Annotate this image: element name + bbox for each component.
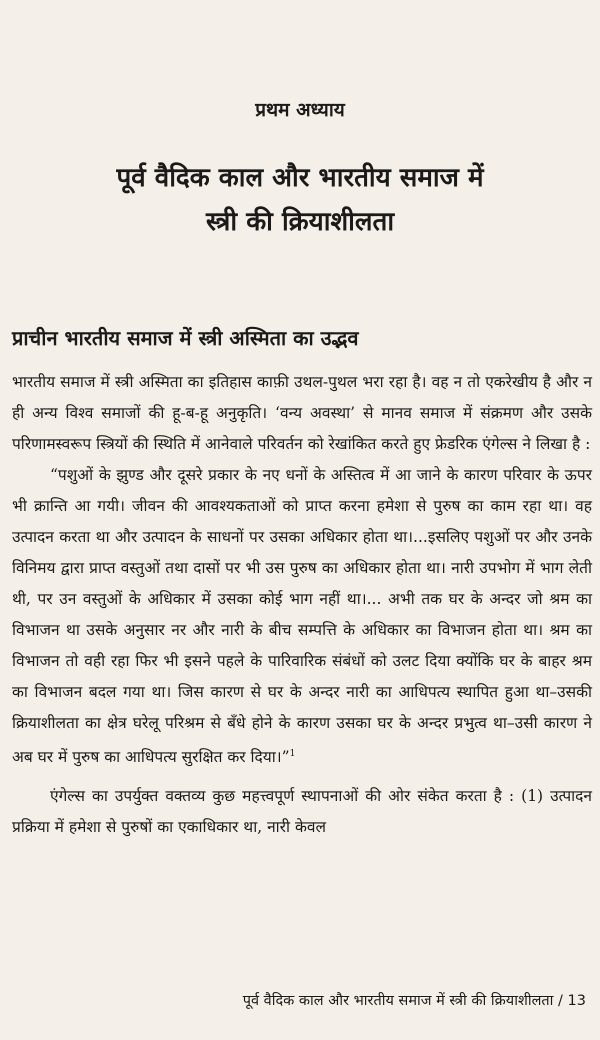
running-footer: पूर्व वैदिक काल और भारतीय समाज में स्त्री की क्रियाशीलता / 13 [242,993,586,1009]
footnote-marker: 1 [289,749,296,759]
section-heading: प्राचीन भारतीय समाज में स्त्री अस्मिता का उद्भव [12,326,359,350]
chapter-title [0,156,600,244]
quote-paragraph [12,460,592,773]
quote-text: “पशुओं के झुण्ड और दूसरे प्रकार के नए धनों के अस्तित्व में आ जाने के कारण परिवार के ऊपर भी क्रान्ति आ गयी। जीवन की आवश्यकताओं को प्राप्त करना हमेशा से पुरुष का काम रहा था। वह उत्पादन करता था और उत्पादन के साधनों पर उसका अधिकार होता था।...इसलिए पशुओं पर और उनके विनिमय द्वारा प्राप्त वस्तुओं तथा दासों पर भी उस पुरुष का अधिकार होता था। नारी उपभोग में भाग लेती थी, पर उन वस्तुओं के अधिकार में उसका कोई भाग नहीं था।... अभी तक घर के अन्दर जो श्रम का विभाजन था उसके अनुसार नर और नारी के बीच सम्पत्ति के अधिकार का विभाजन होता था। श्रम का विभाजन तो वही रहा फिर भी इसने पहले के पारिवारिक संबंधों को उलट दिया क्योंकि घर के बाहर श्रम का विभाजन बदल गया था। जिस कारण से घर के अन्दर नारी का आधिपत्य स्थापित हुआ था–उसकी क्रियाशीलता का क्षेत्र घरेलू परिश्रम से बँधे होने के कारण उसका घर के अन्दर प्रभुत्व था–उसी कारण ने अब घर में पुरुष का आधिपत्य सुरक्षित कर दिया।” [12,466,592,767]
intro-paragraph: भारतीय समाज में स्त्री अस्मिता का इतिहास काफ़ी उथल-पुथल भरा रहा है। वह न तो एकरेखीय है और न ही अन्य विश्व समाजों की हू-ब-हू अनुकृति। ‘वन्य अवस्था’ से मानव समाज में संक्रमण और उसके परिणामस्वरूप स्त्रियों की स्थिति में आनेवाले परिवर्तन को रेखांकित करते हुए फ्रेडरिक एंगेल्स ने लिखा है : [12,373,592,453]
body-text [12,367,592,843]
chapter-title-line-1: पूर्व वैदिक काल और भारतीय समाज में [116,163,484,193]
chapter-label: प्रथम अध्याय [255,99,345,121]
following-paragraph: एंगेल्स का उपर्युक्त वक्तव्य कुछ महत्त्वपूर्ण स्थापनाओं की ओर संकेत करता है : (1) उत्पादन प्रक्रिया में हमेशा से पुरुषों का एकाधिकार था, नारी केवल [12,787,592,837]
chapter-title-line-2: स्त्री की क्रियाशीलता [205,207,395,237]
